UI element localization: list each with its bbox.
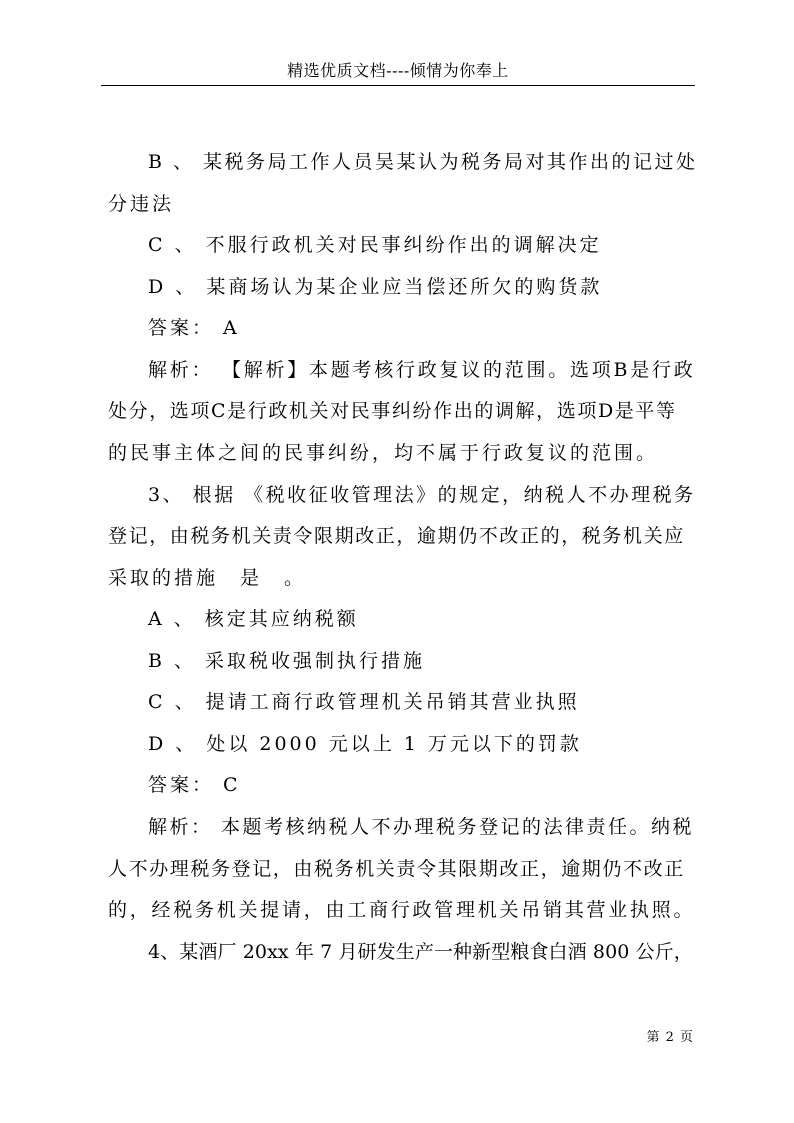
text-line-8: 的民事主体之间的民事纠纷，均不属于行政复议的范围。 [108,442,659,464]
text-line-19: 的，经税务机关提请，由工商行政管理机关吊销其营业执照。 [108,899,696,921]
option-b-line: B 、 采取税收强制执行措施 [148,650,426,672]
text-line-1: B 、 某税务局工作人员吴某认为税务局对其作出的记过处 [148,151,698,173]
text-line-7: 处分，选项C是行政机关对民事纠纷作出的调解，选项D是平等 [108,400,677,422]
text-line-20: 4、某酒厂 20xx 年 7 月研发生产一种新型粮食白酒 800 公斤， [148,941,693,963]
text-line-10: 登记，由税务机关责令限期改正，逾期仍不改正的，税务机关应 [108,525,685,547]
text-line-17: 解析： 本题考核纳税人不办理税务登记的法律责任。纳税 [148,816,695,838]
text-line-2: 分违法 [108,193,175,215]
text-line-6: 解析： 【解析】本题考核行政复议的范围。选项B是行政 [148,359,696,381]
option-d-line: D 、 处以 2000 元以上 1 万元以下的罚款 [148,733,582,755]
option-a-line: A 、 核定其应纳税额 [148,608,359,630]
header-divider [101,85,695,86]
text-line-9: 3、 根据 《税收征收管理法》的规定，纳税人不办理税务 [148,484,696,506]
answer-line-2: 答案： C [148,774,241,796]
option-c-line: C 、 提请工商行政管理机关吊销其营业执照 [148,691,580,713]
text-line-4: D 、 某商场认为某企业应当偿还所欠的购货款 [148,276,603,298]
text-line-11: 采取的措施 是 。 [108,567,307,589]
text-line-3: C 、 不服行政机关对民事纠纷作出的调解决定 [148,234,602,256]
page-header-title: 精选优质文档----倾情为你奉上 [287,61,509,80]
page-number: 第 2 页 [646,1030,694,1045]
text-line-18: 人不办理税务登记，由税务机关责令其限期改正，逾期仍不改正 [108,858,685,880]
answer-line-1: 答案： A [148,317,240,339]
